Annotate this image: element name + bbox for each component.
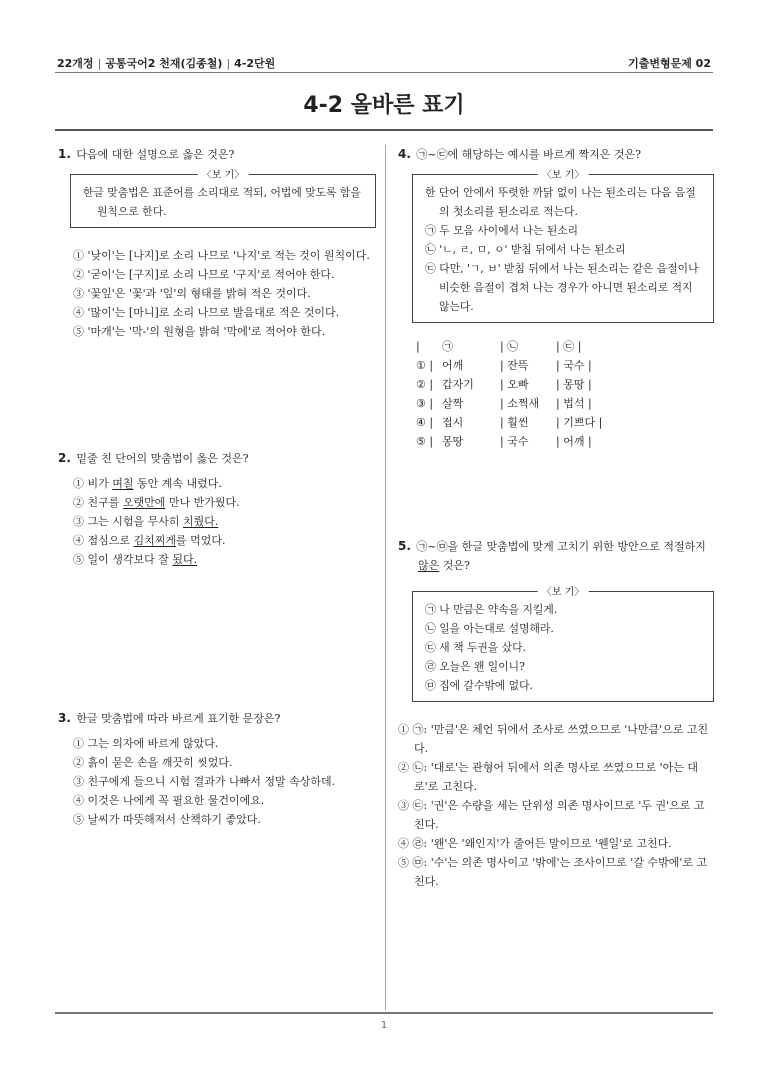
answer-table <box>398 337 714 451</box>
option-list <box>58 474 376 569</box>
option-4[interactable] <box>73 531 376 550</box>
bogi-label: 〈보 기〉 <box>198 166 249 185</box>
table-cell: | 국수 | <box>556 359 592 372</box>
option-2[interactable]: ② ㉡: '대로'는 관형어 뒤에서 의존 명사로 쓰였으므로 '아는 대로'로 고친다. <box>398 761 699 793</box>
table-cell: | 잔뜩 <box>500 359 529 372</box>
question-stem-end: 것은? <box>439 559 470 572</box>
option-list <box>58 734 376 829</box>
option-text: 를 먹었다. <box>176 534 226 547</box>
header-left: 22개정 | 공통국어2 천재(김종철) | 4-2단원 <box>57 57 276 70</box>
question-stem: ㉠~㉢에 해당하는 예시를 바르게 짝지은 것은? <box>416 148 642 161</box>
table-cell: ③ | <box>416 397 434 410</box>
table-cell: | 소쩍새 <box>500 397 540 410</box>
table-cell: 몽땅 <box>442 435 464 448</box>
question-1 <box>58 145 376 341</box>
column-divider <box>385 145 386 1010</box>
footer-rule <box>55 1012 713 1014</box>
table-cell: | ㉢ | <box>556 340 582 353</box>
bogi-box <box>412 170 714 323</box>
question-5 <box>398 537 714 891</box>
question-stem: 밑줄 친 단어의 맞춤법이 옳은 것은? <box>76 452 249 465</box>
question-stem: 다음에 대한 설명으로 옳은 것은? <box>76 148 235 161</box>
bogi-box <box>70 170 376 228</box>
title-rule <box>55 129 713 131</box>
bogi-line: ㉤ 집에 갈수밖에 없다. <box>425 679 533 692</box>
table-cell: 어깨 <box>442 359 464 372</box>
bogi-line: 한 단어 안에서 뚜렷한 까닭 없이 나는 된소리는 다음 음절의 첫소리를 된소리로 적는다. <box>425 186 696 218</box>
question-4 <box>398 145 714 451</box>
option-text: 동안 계속 내렸다. <box>133 477 222 490</box>
table-cell: | 기쁘다 | <box>556 416 603 429</box>
option-text: ④ 점심으로 <box>73 534 134 547</box>
option-text: 만나 반가웠다. <box>165 496 240 509</box>
page-title: 4-2 올바른 표기 <box>303 93 465 118</box>
option-text: ③ 그는 시험을 무사히 <box>73 515 183 528</box>
table-row[interactable] <box>416 432 714 451</box>
question-number: 1. <box>58 147 71 161</box>
question-stem: ㉠~㉤을 한글 맞춤법에 맞게 고치기 위한 방안으로 적절하지 <box>416 540 706 553</box>
option-5[interactable]: ⑤ ㉤: '수'는 의존 명사이고 '밖에'는 조사이므로 '갈 수밖에'로 고친다. <box>398 856 708 888</box>
option-list <box>58 246 376 341</box>
underlined-word: 않은 <box>418 559 440 572</box>
option-1[interactable] <box>73 474 376 493</box>
table-cell: | 법석 | <box>556 397 592 410</box>
option-4[interactable]: ④ ㉣: '왠'은 '왜인지'가 줄어든 말이므로 '웬일'로 고친다. <box>398 837 672 850</box>
bogi-label: 〈보 기〉 <box>538 166 589 185</box>
option-2[interactable]: ② 흙이 묻은 손을 깨끗히 씻었다. <box>73 756 233 769</box>
bogi-line: ㉢ 새 책 두권을 샀다. <box>425 641 526 654</box>
bogi-text: 한글 맞춤법은 표준어를 소리대로 적되, 어법에 맞도록 함을 원칙으로 한다. <box>83 186 361 218</box>
table-cell: ① | <box>416 359 434 372</box>
question-number: 3. <box>58 711 71 725</box>
bogi-line: ㉠ 두 모음 사이에서 나는 된소리 <box>425 224 579 237</box>
option-2[interactable]: ② '굳이'는 [구지]로 소리 나므로 '구지'로 적어야 한다. <box>73 268 335 281</box>
table-cell: | 오빠 <box>500 378 529 391</box>
table-row[interactable] <box>416 394 714 413</box>
underlined-word: 됬다. <box>172 553 198 566</box>
header-textbook: 공통국어2 천재(김종철) <box>105 57 223 70</box>
question-stem: 한글 맞춤법에 따라 바르게 표기한 문장은? <box>76 712 281 725</box>
question-3 <box>58 709 376 829</box>
option-3[interactable]: ③ 친구에게 들으니 시험 결과가 나빠서 정말 속상하데. <box>73 775 336 788</box>
header-unit: 4-2단원 <box>234 57 276 70</box>
question-number: 5. <box>398 539 411 553</box>
option-5[interactable]: ⑤ 날씨가 따뜻해져서 산책하기 좋았다. <box>73 813 261 826</box>
question-number: 4. <box>398 147 411 161</box>
option-3[interactable]: ③ ㉢: '권'은 수량을 세는 단위성 의존 명사이므로 '두 권'으로 고친다. <box>398 799 705 831</box>
underlined-word: 며칠 <box>112 477 134 490</box>
option-1[interactable]: ① '낮이'는 [나지]로 소리 나므로 '나지'로 적는 것이 원칙이다. <box>73 249 370 262</box>
bogi-line: ㉢ 다만, 'ㄱ, ㅂ' 받침 뒤에서 나는 된소리는 같은 음절이나 비슷한 음절이 겹쳐 나는 경우가 아니면 된소리로 적지 않는다. <box>425 262 699 313</box>
table-cell: | 국수 <box>500 435 529 448</box>
table-cell: | 훨씬 <box>500 416 529 429</box>
underlined-word: 김치찌게 <box>133 534 177 547</box>
bogi-label: 〈보 기〉 <box>538 583 589 602</box>
header-rule <box>55 72 713 73</box>
option-4[interactable]: ④ '많이'는 [마니]로 소리 나므로 발음대로 적은 것이다. <box>73 306 340 319</box>
option-1[interactable]: ① ㉠: '만큼'은 체언 뒤에서 조사로 쓰였으므로 '나만큼'으로 고친다. <box>398 723 709 755</box>
table-cell: 살짝 <box>442 397 464 410</box>
bogi-line: ㉡ 'ㄴ, ㄹ, ㅁ, ㅇ' 받침 뒤에서 나는 된소리 <box>425 243 626 256</box>
table-cell: ㉠ <box>442 340 453 353</box>
bogi-line: ㉡ 일을 아는대로 설명해라. <box>425 622 554 635</box>
option-4[interactable]: ④ 이것은 나에게 꼭 필요한 물건이에요. <box>73 794 265 807</box>
table-row[interactable] <box>416 375 714 394</box>
bogi-line: ㉠ 나 만큼은 약속을 지킬게. <box>425 603 558 616</box>
table-cell: ⑤ | <box>416 435 434 448</box>
table-cell: ② | <box>416 378 434 391</box>
option-3[interactable] <box>73 512 376 531</box>
option-list <box>398 720 714 891</box>
bogi-line: ㉣ 오늘은 왠 일이니? <box>425 660 525 673</box>
option-2[interactable] <box>73 493 376 512</box>
table-row[interactable] <box>416 413 714 432</box>
question-2 <box>58 449 376 569</box>
page-number: 1 <box>380 1020 388 1031</box>
option-5[interactable] <box>73 550 376 569</box>
bogi-box <box>412 587 714 702</box>
table-cell: | <box>416 340 420 353</box>
underlined-word: 오랫만에 <box>122 496 166 509</box>
option-1[interactable]: ① 그는 의자에 바르게 않았다. <box>73 737 219 750</box>
table-cell: ④ | <box>416 416 434 429</box>
table-cell: | 어깨 | <box>556 435 592 448</box>
header-doc-type: 기출변형문제 02 <box>628 57 711 70</box>
page-header <box>55 50 713 72</box>
table-cell: 갑자기 <box>442 378 474 391</box>
table-row[interactable] <box>416 356 714 375</box>
option-5[interactable]: ⑤ '마개'는 '막-'의 원형을 밝혀 '막에'로 적어야 한다. <box>73 325 326 338</box>
underlined-word: 치뤘다. <box>183 515 219 528</box>
option-3[interactable]: ③ '꽃잎'은 '꽃'과 '잎'의 형태를 밝혀 적은 것이다. <box>73 287 311 300</box>
table-header <box>416 337 714 356</box>
header-grade: 22개정 <box>57 57 94 70</box>
table-cell: | ㉡ <box>500 340 519 353</box>
table-cell: | 몽땅 | <box>556 378 592 391</box>
table-cell: 접시 <box>442 416 464 429</box>
option-text: ⑤ 일이 생각보다 잘 <box>73 553 173 566</box>
option-text: ② 친구를 <box>73 496 123 509</box>
option-text: ① 비가 <box>73 477 113 490</box>
question-number: 2. <box>58 451 71 465</box>
